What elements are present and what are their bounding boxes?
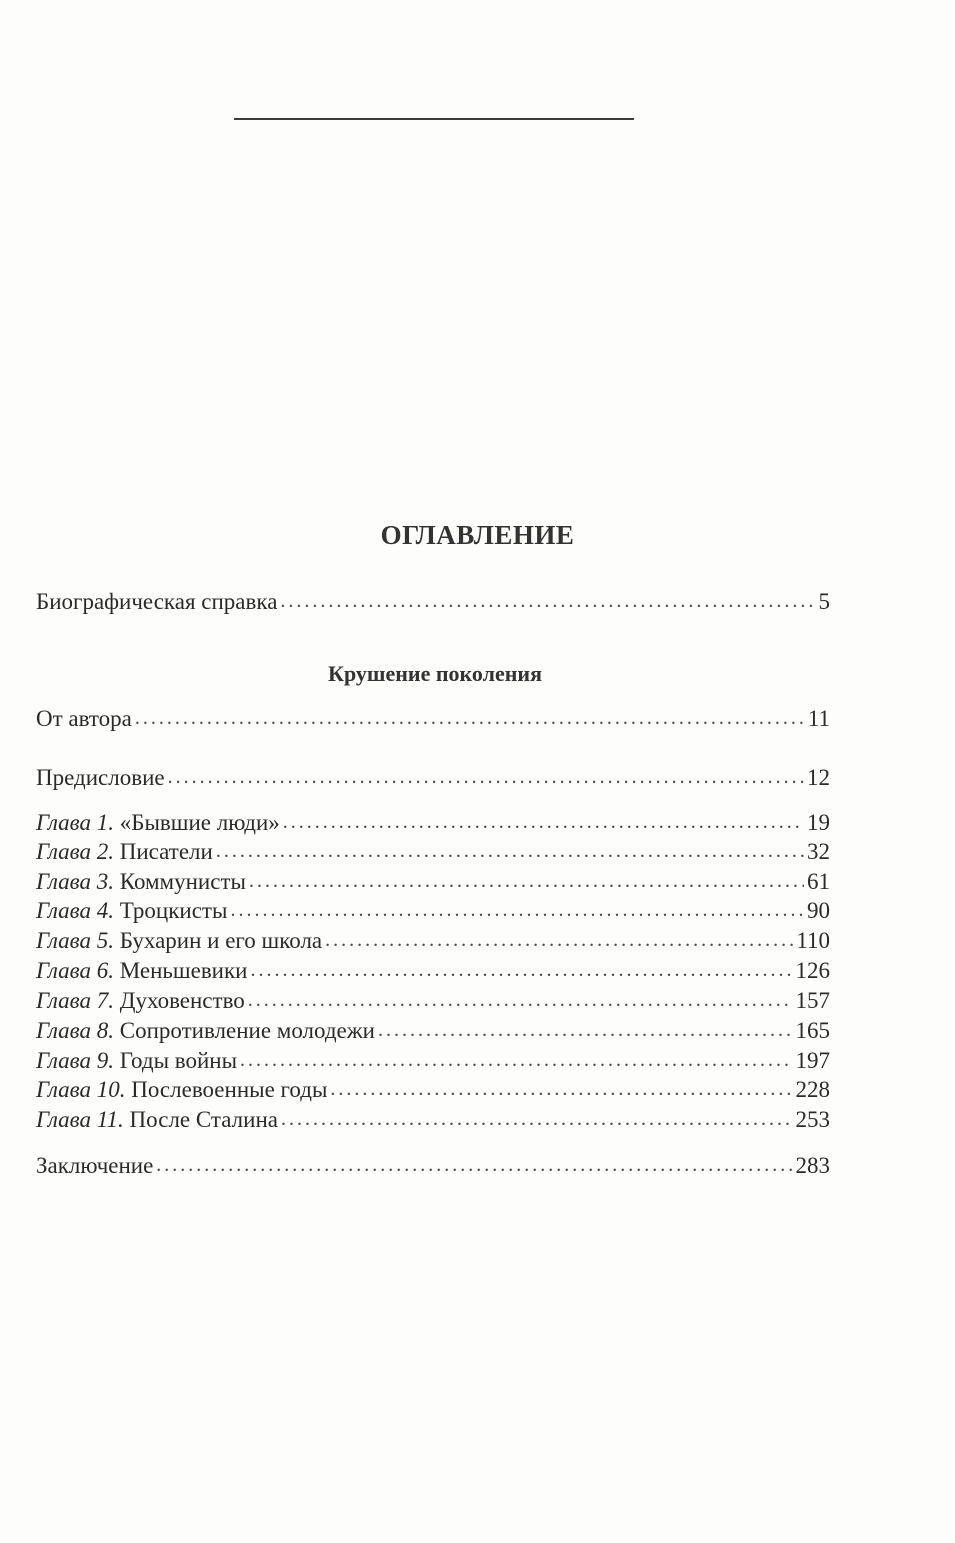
dot-leader bbox=[168, 762, 804, 792]
toc-entry-page: 165 bbox=[795, 1018, 830, 1043]
toc-entry-page: 110 bbox=[796, 928, 830, 953]
toc-entry-page: 90 bbox=[807, 898, 830, 923]
toc-entry-label: Предисловие bbox=[36, 765, 165, 790]
toc-entry bbox=[36, 704, 830, 735]
toc-entry-page: 253 bbox=[795, 1107, 830, 1132]
dot-leader bbox=[248, 985, 793, 1015]
toc-entry-page: 228 bbox=[795, 1077, 830, 1102]
dot-leader bbox=[230, 895, 804, 925]
dot-leader bbox=[216, 836, 804, 866]
toc-entry bbox=[36, 1151, 830, 1182]
toc-entry-prefix: Глава 9. bbox=[36, 1048, 114, 1073]
toc-entry bbox=[36, 763, 830, 794]
dot-leader bbox=[330, 1074, 792, 1104]
toc-entry bbox=[36, 1075, 830, 1106]
toc-entry-prefix: Глава 7. bbox=[36, 988, 114, 1013]
toc-entry bbox=[36, 986, 830, 1017]
toc-entry-label: Бухарин и его школа bbox=[114, 928, 323, 953]
toc-entry-label: Писатели bbox=[114, 839, 213, 864]
dot-leader bbox=[281, 1104, 793, 1134]
toc-entry-label: От автора bbox=[36, 706, 132, 731]
toc-entry-page: 5 bbox=[818, 589, 830, 614]
toc-entry-label: Духовенство bbox=[114, 988, 245, 1013]
toc-entry-page: 157 bbox=[795, 988, 830, 1013]
toc-entry bbox=[36, 867, 830, 898]
toc-entry-label: После Сталина bbox=[123, 1107, 278, 1132]
dot-leader bbox=[325, 925, 793, 955]
toc-entry-prefix: Глава 10. bbox=[36, 1077, 126, 1102]
toc-entry-prefix: Глава 3. bbox=[36, 869, 114, 894]
toc-entry bbox=[36, 896, 830, 927]
toc-entry-prefix: Глава 5. bbox=[36, 928, 114, 953]
dot-leader bbox=[280, 586, 815, 616]
toc-entry-label: Троцкисты bbox=[114, 898, 228, 923]
toc-entry-label: Биографическая справка bbox=[36, 589, 278, 614]
toc-entry-label: «Бывшие люди» bbox=[114, 810, 280, 835]
toc-entry-page: 32 bbox=[807, 839, 830, 864]
toc-entry bbox=[36, 926, 830, 957]
toc-title: ОГЛАВЛЕНИЕ bbox=[380, 520, 575, 550]
toc-entry-label: Коммунисты bbox=[114, 869, 246, 894]
toc-entry-page: 19 bbox=[807, 810, 830, 835]
toc-entry-page: 61 bbox=[807, 869, 830, 894]
toc-entry-page: 197 bbox=[795, 1048, 830, 1073]
toc-entry-label: Послевоенные годы bbox=[125, 1077, 328, 1102]
dot-leader bbox=[283, 807, 804, 837]
section-heading: Крушение поколения bbox=[328, 661, 542, 686]
dot-leader bbox=[240, 1045, 792, 1075]
toc-entry-biography bbox=[36, 587, 830, 618]
toc-entry-prefix: Глава 11. bbox=[36, 1107, 124, 1132]
toc-entry-page: 126 bbox=[795, 958, 830, 983]
toc-entry-label: Сопротивление молодежи bbox=[114, 1018, 375, 1043]
toc-entry bbox=[36, 1105, 830, 1136]
toc-entry bbox=[36, 837, 830, 868]
dot-leader bbox=[250, 955, 792, 985]
toc-entry bbox=[36, 1016, 830, 1047]
dot-leader bbox=[135, 703, 805, 733]
toc-entry bbox=[36, 1046, 830, 1077]
toc-entry-prefix: Глава 6. bbox=[36, 958, 114, 983]
toc-entry-label: Годы войны bbox=[114, 1048, 238, 1073]
toc-entry-page: 11 bbox=[807, 706, 830, 731]
toc-entry-page: 12 bbox=[807, 765, 830, 790]
toc-entry-prefix: Глава 1. bbox=[36, 810, 114, 835]
toc-entry-label: Заключение bbox=[36, 1153, 154, 1178]
toc-entry-prefix: Глава 8. bbox=[36, 1018, 114, 1043]
toc-entry bbox=[36, 956, 830, 987]
toc-entry-prefix: Глава 4. bbox=[36, 898, 114, 923]
dot-leader bbox=[156, 1150, 792, 1180]
dot-leader bbox=[378, 1015, 793, 1045]
toc-entry bbox=[36, 808, 830, 839]
top-rule-divider bbox=[234, 118, 634, 120]
dot-leader bbox=[249, 866, 804, 896]
toc-entry-prefix: Глава 2. bbox=[36, 839, 114, 864]
toc-entry-label: Меньшевики bbox=[114, 958, 248, 983]
toc-entry-page: 283 bbox=[795, 1153, 830, 1178]
